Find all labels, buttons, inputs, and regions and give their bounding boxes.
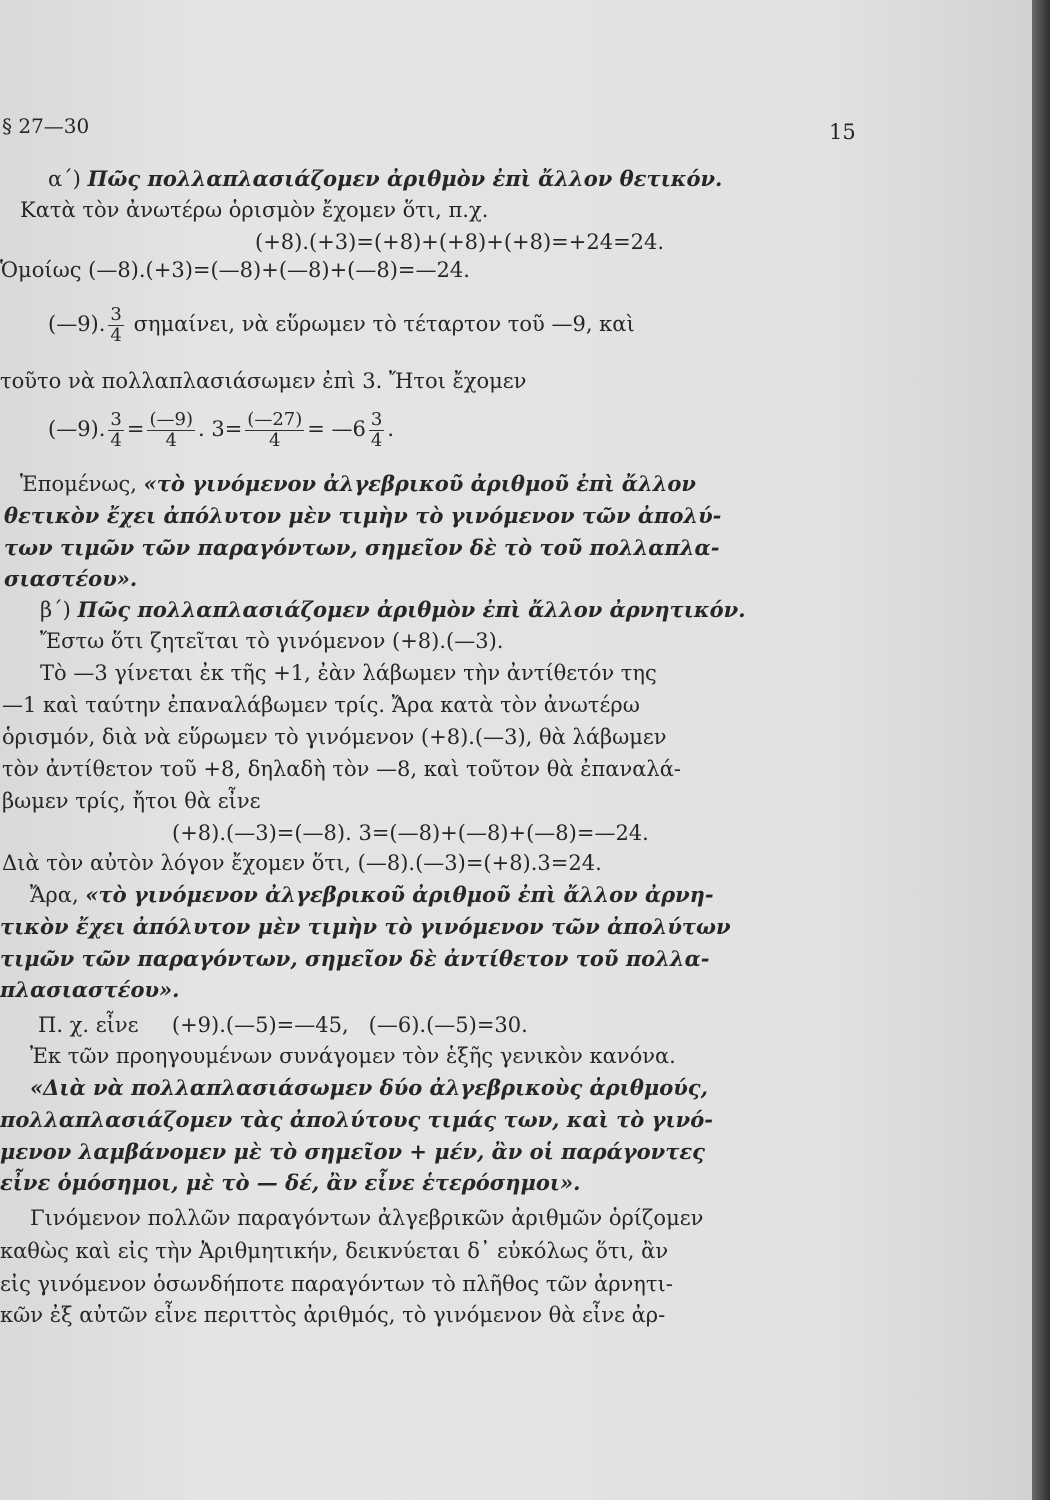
rule-text: των τιμῶν τῶν παραγόντων, σημεῖον δὲ τὸ τοῦ πολλαπλα- (4, 535, 720, 560)
rule-paragraph-1-line (20, 470, 696, 498)
rule-text: «τὸ γινόμενον ἀλγεβρικοῦ ἀριθμοῦ ἐπὶ ἄλλον (143, 471, 696, 496)
text-line: —1 καὶ ταύτην ἐπαναλάβωμεν τρίς. Ἄρα κατὰ τὸν ἀνωτέρω (2, 693, 640, 717)
heading-beta (40, 596, 746, 624)
text-line: κῶν ἐξ αὐτῶν εἶνε περιττὸς ἀριθμός, τὸ γινόμενον θὰ εἶνε ἀρ- (0, 1303, 666, 1327)
text-line: καθὼς καὶ εἰς τὴν Ἀριθμητικήν, δεικνύεται δ᾿ εὐκόλως ὅτι, ἂν (0, 1239, 669, 1263)
section-reference: § 27—30 (2, 114, 90, 138)
expression-part: . 3= (197, 417, 243, 441)
text-line: τοῦτο νὰ πολλαπλασιάσωμεν ἐπὶ 3. Ἤτοι ἔχομεν (0, 369, 527, 393)
fraction-line (48, 305, 635, 346)
equation-line: (+8).(+3)=(+8)+(+8)+(+8)=+24=24. (255, 230, 665, 254)
text-line: Ἔστω ὅτι ζητεῖται τὸ γινόμενον (+8).(—3). (40, 629, 504, 653)
rule-text: τικὸν ἔχει ἀπόλυτον μὲν τιμὴν τὸ γινόμενον τῶν ἀπολύτων (0, 914, 731, 939)
page-edge-shadow (1032, 0, 1050, 1500)
text-line: Διὰ τὸν αὐτὸν λόγον ἔχομεν ὅτι, (—8).(—3)=(+8).3=24. (2, 851, 602, 875)
example-line: Π. χ. εἶνε (+9).(—5)=—45, (—6).(—5)=30. (38, 1013, 528, 1037)
equation-line: Ὁμοίως (—8).(+3)=(—8)+(—8)+(—8)=—24. (0, 258, 470, 282)
equation-line: (+8).(—3)=(—8). 3=(—8)+(—8)+(—8)=—24. (172, 821, 649, 845)
fraction (147, 410, 195, 451)
text-line: Τὸ —3 γίνεται ἐκ τῆς +1, ἐὰν λάβωμεν τὴν ἀντίθετόν της (40, 661, 657, 685)
general-rule-text: εἶνε ὁμόσημοι, μὲ τὸ — δέ, ἂν εἶνε ἑτερόσημοι». (0, 1170, 581, 1195)
text-line: Ἐκ τῶν προηγουμένων συνάγομεν τὸν ἑξῆς γενικὸν κανόνα. (30, 1044, 676, 1068)
page-number: 15 (829, 120, 856, 144)
text-line: Κατὰ τὸν ἀνωτέρω ὁρισμὸν ἔχομεν ὅτι, π.χ. (20, 198, 489, 222)
period: . (387, 417, 395, 441)
text-part: Ἑπομένως, (20, 472, 137, 496)
text-part: σημαίνει, νὰ εὕρωμεν τὸ τέταρτον τοῦ —9, καὶ (133, 312, 635, 336)
heading-beta-prefix: β΄) (40, 598, 71, 622)
rule-paragraph-2-line (30, 881, 714, 909)
general-rule-text: «Διὰ νὰ πολλαπλασιάσωμεν δύο ἀλγεβρικοὺς ἀριθμούς, (30, 1075, 708, 1100)
fraction-numerator: (—27) (247, 409, 303, 430)
text-line: βωμεν τρίς, ἤτοι θὰ εἶνε (2, 789, 261, 813)
text-line: Γινόμενον πολλῶν παραγόντων ἀλγεβρικῶν ἀριθμῶν ὁρίζομεν (30, 1206, 704, 1230)
equation-with-fractions (48, 410, 394, 451)
fraction-denominator: 4 (165, 430, 177, 451)
rule-text: σιαστέου». (4, 566, 138, 591)
rule-text: τιμῶν τῶν παραγόντων, σημεῖον δὲ ἀντίθετον τοῦ πολλα- (0, 946, 710, 971)
fraction-numerator: 3 (370, 409, 383, 430)
equals-sign: = (126, 417, 145, 441)
fraction-denominator: 4 (370, 430, 383, 451)
fraction-denominator: 4 (110, 325, 122, 346)
text-line: εἰς γινόμενον ὁσωνδήποτε παραγόντων τὸ πλῆθος τῶν ἀρνητι- (0, 1272, 673, 1296)
fraction-denominator: 4 (110, 430, 122, 451)
heading-alpha-prefix: α΄) (48, 167, 81, 191)
fraction (245, 410, 304, 451)
fraction-three-quarters (108, 305, 123, 346)
rule-text: «τὸ γινόμενον ἀλγεβρικοῦ ἀριθμοῦ ἐπὶ ἄλλον ἀρνη- (85, 882, 714, 907)
fraction-numerator: (—9) (149, 409, 193, 430)
heading-alpha-text: Πῶς πολλαπλασιάζομεν ἀριθμὸν ἐπὶ ἄλλον θετικόν. (87, 166, 723, 191)
expression-part: (—9). (48, 312, 106, 336)
heading-alpha (48, 165, 722, 193)
heading-beta-text: Πῶς πολλαπλασιάζομεν ἀριθμὸν ἐπὶ ἄλλον ἀρνητικόν. (77, 597, 746, 622)
rule-text: πλασιαστέου». (0, 977, 180, 1002)
fraction (108, 410, 123, 451)
fraction-numerator: 3 (110, 409, 122, 430)
text-part: Ἄρα, (30, 883, 79, 907)
text-line: ὁρισμόν, διὰ νὰ εὕρωμεν τὸ γινόμενον (+8).(—3), θὰ λάβωμεν (2, 725, 667, 749)
text-line: τὸν ἀντίθετον τοῦ +8, δηλαδὴ τὸν —8, καὶ τοῦτον θὰ ἐπαναλά- (2, 757, 681, 781)
expression-part: (—9). (48, 417, 106, 441)
general-rule-text: πολλαπλασιάζομεν τὰς ἀπολύτους τιμάς των, καὶ τὸ γινό- (0, 1107, 713, 1132)
general-rule-text: μενον λαμβάνομεν μὲ τὸ σημεῖον + μέν, ἂν οἱ παράγοντες (0, 1139, 705, 1164)
rule-text: θετικὸν ἔχει ἀπόλυτον μὲν τιμὴν τὸ γινόμενον τῶν ἀπολύ- (4, 503, 722, 528)
fraction (369, 410, 384, 451)
fraction-numerator: 3 (110, 304, 122, 325)
expression-part: = —6 (307, 417, 366, 441)
fraction-denominator: 4 (269, 430, 281, 451)
